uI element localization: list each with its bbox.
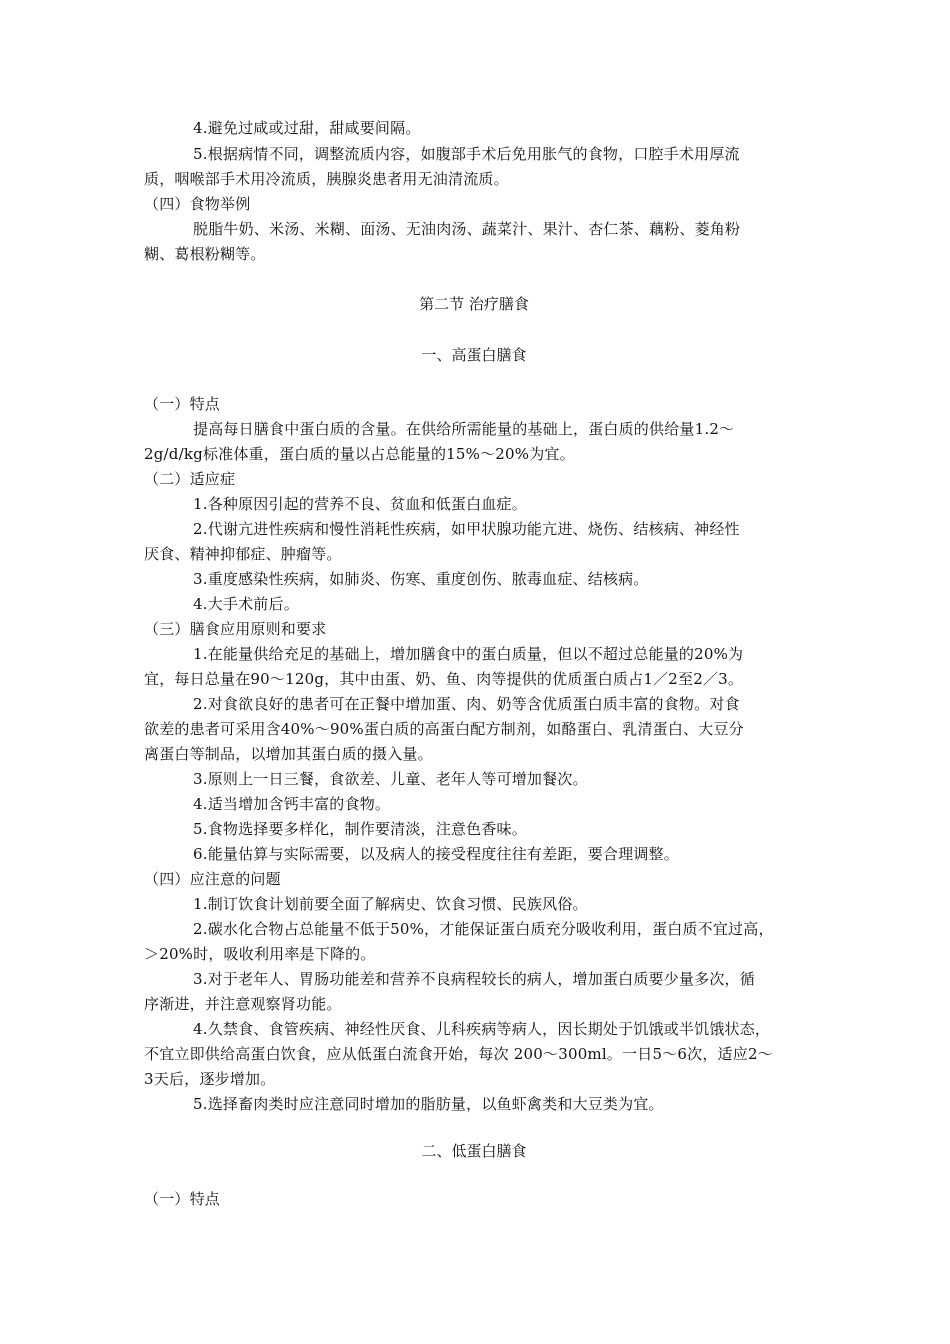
chapter-heading: 二、低蛋白膳食 (421, 1142, 527, 1160)
paragraph-line: 2g/d/kg标准体重，蛋白质的量以占总能量的15%～20%为宜。 (144, 445, 575, 463)
list-item: 1.在能量供给充足的基础上，增加膳食中的蛋白质量，但以不超过总能量的20%为 (193, 645, 744, 663)
chapter-heading: 一、高蛋白膳食 (421, 346, 527, 364)
list-item: 1.制订饮食计划前要全面了解病史、饮食习惯、民族风俗。 (193, 895, 588, 913)
list-item: 2.碳水化合物占总能量不低于50%，才能保证蛋白质充分吸收利用，蛋白质不宜过高， (193, 920, 774, 938)
paragraph-line: 提高每日膳食中蛋白质的含量。在供给所需能量的基础上，蛋白质的供给量1.2～ (193, 420, 735, 438)
paragraph-line: 4.避免过咸或过甜，甜咸要间隔。 (193, 119, 421, 137)
paragraph-line: 糊、葛根粉糊等。 (144, 245, 266, 263)
subsection-heading: （二）适应症 (144, 470, 236, 488)
paragraph-line: 厌食、精神抑郁症、肿瘤等。 (144, 545, 342, 563)
list-item: 4.适当增加含钙丰富的食物。 (193, 795, 391, 813)
subsection-heading: （四）食物举例 (144, 195, 251, 213)
paragraph-line: 脱脂牛奶、米汤、米糊、面汤、无油肉汤、蔬菜汁、果汁、杏仁茶、藕粉、菱角粉 (193, 220, 741, 238)
subsection-heading: （四）应注意的问题 (144, 870, 281, 888)
list-item: 6.能量估算与实际需要，以及病人的接受程度往往有差距，要合理调整。 (193, 845, 679, 863)
list-item: 4.久禁食、食管疾病、神经性厌食、儿科疾病等病人，因长期处于饥饿或半饥饿状态， (193, 1020, 771, 1038)
list-item: 5.选择畜肉类时应注意同时增加的脂肪量，以鱼虾禽类和大豆类为宜。 (193, 1095, 664, 1113)
list-item: 3.原则上一日三餐，食欲差、儿童、老年人等可增加餐次。 (193, 770, 588, 788)
paragraph-line: 宜，每日总量在90～120g，其中由蛋、奶、鱼、肉等提供的优质蛋白质占1／2至2／3。 (144, 670, 744, 688)
list-item: 3.重度感染性疾病，如肺炎、伤寒、重度创伤、脓毒血症、结核病。 (193, 570, 649, 588)
paragraph-line: 不宜立即供给高蛋白饮食，应从低蛋白流食开始，每次 200～300ml。一日5～6次，适应2～ (144, 1045, 773, 1063)
list-item: 1.各种原因引起的营养不良、贫血和低蛋白血症。 (193, 495, 527, 513)
list-item: 3.对于老年人、胃肠功能差和营养不良病程较长的病人，增加蛋白质要少量多次，循 (193, 970, 755, 988)
paragraph-line: 欲差的患者可采用含40%～90%蛋白质的高蛋白配方制剂，如酪蛋白、乳清蛋白、大豆分 (144, 720, 744, 738)
subsection-heading: （一）特点 (144, 1190, 221, 1208)
paragraph-line: ＞20%时，吸收利用率是下降的。 (144, 945, 376, 963)
list-item: 4.大手术前后。 (193, 595, 299, 613)
list-item: 2.对食欲良好的患者可在正餐中增加蛋、肉、奶等含优质蛋白质丰富的食物。对食 (193, 695, 740, 713)
paragraph-line: 5.根据病情不同，调整流质内容，如腹部手术后免用胀气的食物，口腔手术用厚流 (193, 145, 740, 163)
list-item: 2.代谢亢进性疾病和慢性消耗性疾病，如甲状腺功能亢进、烧伤、结核病、神经性 (193, 520, 740, 538)
subsection-heading: （一）特点 (144, 395, 221, 413)
list-item: 5.食物选择要多样化，制作要清淡，注意色香味。 (193, 820, 527, 838)
paragraph-line: 序渐进，并注意观察肾功能。 (144, 995, 342, 1013)
paragraph-line: 离蛋白等制品，以增加其蛋白质的摄入量。 (144, 745, 433, 763)
subsection-heading: （三）膳食应用原则和要求 (144, 620, 327, 638)
paragraph-line: 质，咽喉部手术用冷流质，胰腺炎患者用无油清流质。 (144, 170, 509, 188)
paragraph-line: 3天后，逐步增加。 (144, 1070, 276, 1088)
section-title: 第二节 治疗膳食 (419, 295, 529, 313)
